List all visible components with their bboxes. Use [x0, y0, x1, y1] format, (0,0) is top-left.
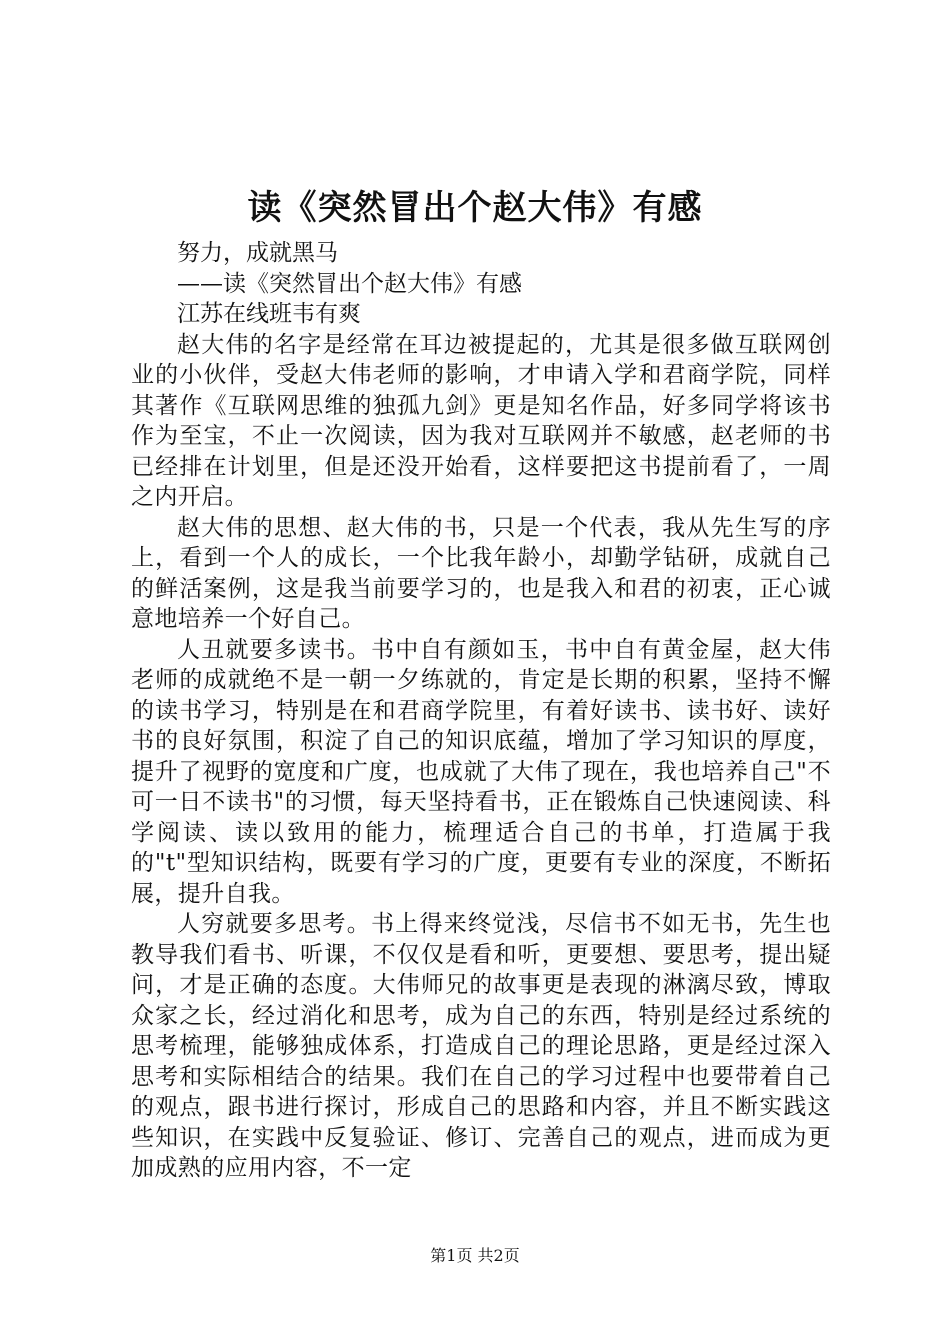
body-paragraph: 赵大伟的名字是经常在耳边被提起的，尤其是很多做互联网创业的小伙伴，受赵大伟老师的影响，才申请入学和君商学院，同样其著作《互联网思维的独孤九剑》更是知名作品，好多同学将该书作为至宝，不止一次阅读，因为我对互联网并不敏感，赵老师的书已经排在计划里，但是还没开始看，这样要把这书提前看了，一周之内开启。 — [131, 331, 831, 510]
subtitle-line: ——读《突然冒出个赵大伟》有感 — [177, 270, 522, 297]
document-body — [131, 238, 831, 1184]
body-paragraph: 人丑就要多读书。书中自有颜如玉，书中自有黄金屋，赵大伟老师的成就绝不是一朝一夕练就的，肯定是长期的积累，坚持不懈的读书学习，特别是在和君商学院里，有着好读书、读书好、读好书的良好氛围，积淀了自己的知识底蕴，增加了学习知识的厚度，提升了视野的宽度和广度，也成就了大伟了现在，我也培养自己"不可一日不读书"的习惯，每天坚持看书，正在锻炼自己快速阅读、科学阅读、读以致用的能力，梳理适合自己的书单，打造属于我的"t"型知识结构，既要有学习的广度，更要有专业的深度，不断拓展，提升自我。 — [131, 636, 831, 907]
body-paragraph: 人穷就要多思考。书上得来终觉浅，尽信书不如无书，先生也教导我们看书、听课，不仅仅是看和听，更要想、要思考，提出疑问，才是正确的态度。大伟师兄的故事更是表现的淋漓尽致，博取众家之长，经过消化和思考，成为自己的东西，特别是经过系统的思考梳理，能够独成体系，打造成自己的理论思路，更是经过深入思考和实际相结合的结果。我们在自己的学习过程中也要带着自己的观点，跟书进行探讨，形成自己的思路和内容，并且不断实践这些知识，在实践中反复验证、修订、完善自己的观点，进而成为更加成熟的应用内容，不一定 — [131, 911, 831, 1181]
document-title: 读《突然冒出个赵大伟》有感 — [247, 188, 703, 228]
subtitle-line: 努力，成就黑马 — [177, 240, 338, 266]
body-paragraph: 赵大伟的思想、赵大伟的书，只是一个代表，我从先生写的序上，看到一个人的成长，一个比我年龄小，却勤学钻研，成就自己的鲜活案例，这是我当前要学习的，也是我入和君的初衷，正心诚意地培养一个好自己。 — [131, 514, 831, 632]
page-footer: 第1页 共2页 — [430, 1246, 520, 1265]
author-line: 江苏在线班韦有爽 — [177, 301, 361, 327]
